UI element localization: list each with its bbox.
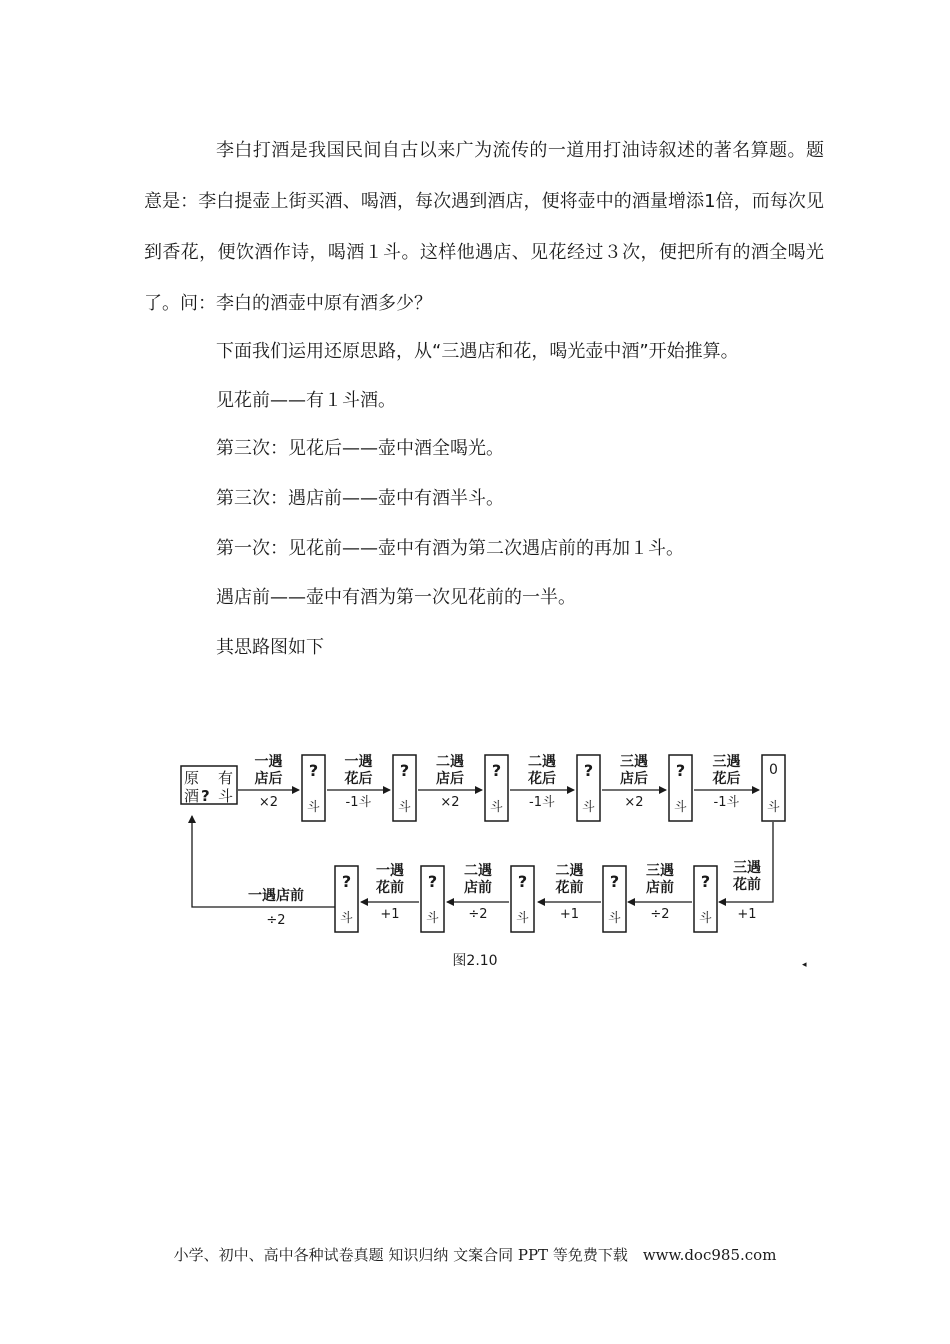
bottom-box-4-unit: 斗 [607,911,622,926]
start-text-b: 有 [218,769,234,787]
top-arrow-2-label-2: 花后 [344,771,373,787]
top-box-4-unit: 斗 [581,800,596,815]
top-box-4-value: ? [583,761,594,780]
top-box-1 [302,755,325,821]
text-line-2: 见花前——有１斗酒。 [216,390,396,411]
top-arrow-2-label-1: 一遇 [344,754,373,770]
bottom-box-2-value: ? [427,872,438,891]
bottom-arrow-1-op: ÷2 [650,907,670,922]
top-arrow-2 [327,753,390,810]
down-arrow-label-2: 花前 [733,877,761,893]
start-text-a: 原 [184,769,200,787]
top-box-2-value: ? [399,761,410,780]
bottom-arrow-2-label-2: 花前 [555,880,584,896]
final-unit: 斗 [766,800,781,815]
final-value: 0 [769,762,778,778]
down-arrow-label-1: 三遇 [733,860,761,876]
top-box-5 [669,755,692,821]
start-text-e: 斗 [218,787,234,805]
top-box-2 [393,755,416,821]
top-arrow-1 [238,753,299,810]
bottom-arrow-1-label-1: 三遇 [646,863,674,879]
text-line-1: 下面我们运用还原思路，从“三遇店和花，喝光壶中酒”开始推算。 [216,341,739,362]
start-text-c: 酒 [184,787,200,805]
bottom-box-5 [694,866,717,932]
top-box-3 [485,755,508,821]
bottom-arrow-3-label-2: 店前 [464,880,492,896]
diagram-caption: 图2.10 [452,953,498,969]
footer-text: 小学、初中、高中各种试卷真题 知识归纳 文案合同 PPT 等免费下载 www.doc985.com [173,1246,777,1264]
bottom-box-2-unit: 斗 [425,911,440,926]
top-arrow-3 [418,753,482,810]
top-arrow-3-label-1: 二遇 [436,754,464,770]
bottom-arrow-3 [447,862,509,922]
text-line-4: 第三次：遇店前——壶中有酒半斗。 [216,488,504,509]
down-arrow-op: +1 [737,907,757,922]
return-arrow-label: 一遇店前 [248,888,304,904]
text-line-6: 遇店前——壶中有酒为第一次见花前的一半。 [216,587,576,608]
bottom-box-1-unit: 斗 [339,911,354,926]
final-box [762,755,785,821]
bottom-arrow-3-label-1: 二遇 [464,863,492,879]
top-box-3-unit: 斗 [489,800,504,815]
top-arrow-2-op: -1斗 [345,795,372,810]
bottom-box-3-unit: 斗 [515,911,530,926]
bottom-arrow-1-label-2: 店前 [646,880,674,896]
bottom-arrow-4 [361,862,419,922]
bottom-arrow-4-op: +1 [380,907,400,922]
bottom-box-3-value: ? [517,872,528,891]
top-arrow-1-label-1: 一遇 [254,754,283,770]
top-box-1-unit: 斗 [306,800,321,815]
top-box-3-value: ? [491,761,502,780]
return-arrow [192,816,335,928]
intro-paragraph: 李白打酒是我国民间自古以来广为流传的一道用打油诗叙述的著名算题。题意是：李白提壶上街买酒、喝酒，每次遇到酒店，便将壶中的酒量增添1倍，而每次见到香花，便饮酒作诗，喝酒１斗。这样他遇店、见花经过３次，便把所有的酒全喝光了。问：李白的酒壶中原有酒多少？ [144,140,824,314]
top-arrow-1-label-2: 店后 [254,771,283,787]
top-box-5-unit: 斗 [673,800,688,815]
bottom-arrow-1 [628,862,692,922]
bottom-box-3 [511,866,534,932]
top-box-4 [577,755,600,821]
bottom-box-1 [335,866,358,932]
return-arrow-op: ÷2 [266,913,286,928]
bottom-arrow-2-op: +1 [559,907,580,922]
top-box-1-value: ? [308,761,319,780]
top-arrow-6 [694,753,759,810]
top-arrow-4 [510,753,574,810]
bottom-arrow-4-label-2: 花前 [376,880,404,896]
top-arrow-4-op: -1斗 [529,795,555,810]
top-box-2-unit: 斗 [397,800,412,815]
bottom-arrow-2-label-1: 二遇 [555,863,584,879]
start-text-d: ? [201,787,210,805]
down-arrow [719,822,773,922]
top-arrow-3-op: ×2 [440,795,460,810]
stray-mark: ◂ [802,960,807,970]
top-arrow-6-label-1: 三遇 [712,754,741,770]
top-arrow-4-label-1: 二遇 [528,754,556,770]
bottom-box-5-unit: 斗 [698,911,713,926]
top-arrow-3-label-2: 店后 [436,771,464,787]
bottom-arrow-2 [538,862,601,922]
bottom-box-4 [603,866,626,932]
bottom-box-2 [421,866,444,932]
top-arrow-5-label-1: 三遇 [620,754,648,770]
top-arrow-5-label-2: 店后 [620,771,648,787]
bottom-arrow-4-label-1: 一遇 [376,863,404,879]
top-arrow-1-op: ×2 [258,795,279,810]
top-arrow-6-op: -1斗 [713,795,740,810]
top-box-5-value: ? [675,761,686,780]
text-line-3: 第三次：见花后——壶中酒全喝光。 [216,438,504,459]
text-line-5: 第一次：见花前——壶中有酒为第二次遇店前的再加１斗。 [216,538,684,559]
bottom-arrow-3-op: ÷2 [468,907,488,922]
top-arrow-5 [602,753,666,810]
bottom-box-1-value: ? [341,872,352,891]
start-box [181,766,237,805]
top-arrow-5-op: ×2 [624,795,644,810]
bottom-box-4-value: ? [609,872,620,891]
bottom-box-5-value: ? [700,872,711,891]
top-arrow-4-label-2: 花后 [528,771,556,787]
text-line-7: 其思路图如下 [216,637,324,658]
top-arrow-6-label-2: 花后 [712,771,741,787]
